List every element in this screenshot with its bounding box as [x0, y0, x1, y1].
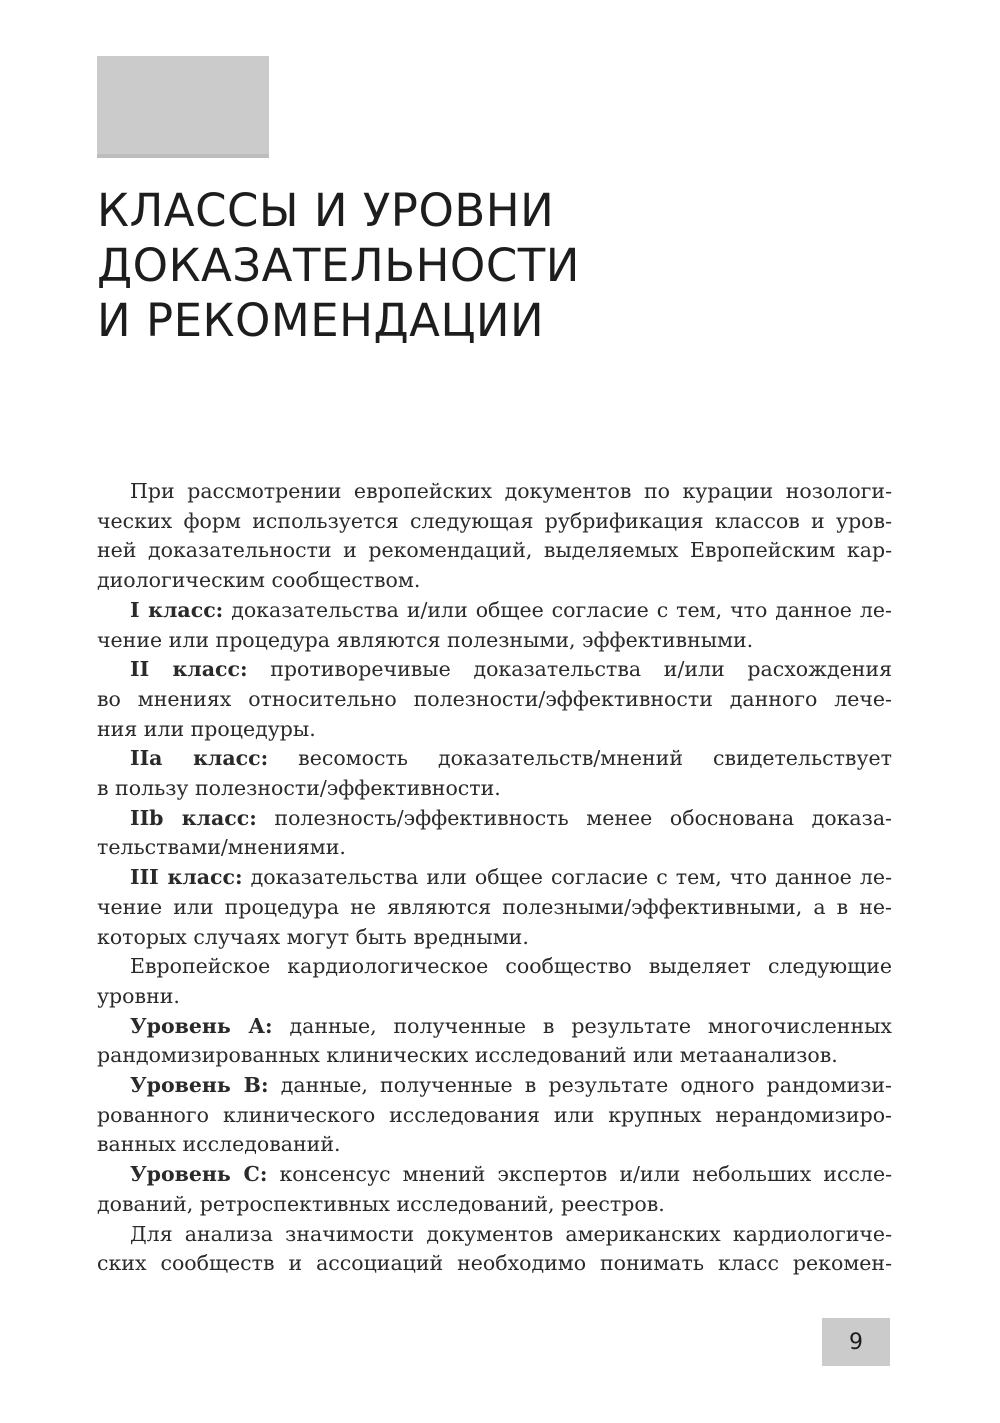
- level-c-label: Уровень С:: [130, 1162, 268, 1187]
- text-line: Европейское кардиологическое сообщество выделяет следующие: [130, 954, 892, 979]
- text-line: рованного клинического исследования или крупных нерандомизиро-: [97, 1102, 892, 1127]
- paragraph-american: [97, 1220, 892, 1279]
- text-line: ванных исследований.: [97, 1132, 341, 1157]
- text-line: рандомизированных клинических исследований или метаанализов.: [97, 1043, 838, 1068]
- text-fragment: данные, полученные в результате многочисленных: [272, 1013, 892, 1038]
- text-line: ния или процедуры.: [97, 716, 316, 741]
- text-line: ческих форм используется следующая рубрификация классов и уров-: [97, 508, 892, 533]
- text-line: [97, 655, 892, 685]
- paragraph-class-1: [97, 596, 892, 655]
- text-line: ней доказательности и рекомендаций, выделяемых Европейским кар-: [97, 538, 892, 563]
- text-fragment: весомость доказательств/мнений свидетельствует: [268, 746, 893, 771]
- paragraph-level-a: [97, 1012, 892, 1071]
- paragraph-level-b: [97, 1071, 892, 1160]
- text-fragment: данные, полученные в результате одного рандомизи-: [268, 1073, 892, 1098]
- text-line: Для анализа значимости документов американских кардиологиче-: [130, 1221, 892, 1246]
- chapter-title-line-2: ДОКАЗАТЕЛЬНОСТИ: [97, 239, 580, 292]
- text-line: тельствами/мнениями.: [97, 835, 346, 860]
- text-fragment: противоречивые доказательства и/или расхождения: [247, 657, 892, 682]
- text-line: При рассмотрении европейских документов по курации нозологи-: [130, 479, 892, 503]
- text-fragment: консенсус мнений экспертов и/или небольших иссле-: [267, 1162, 893, 1187]
- class-2b-label: IIb класс:: [130, 805, 257, 830]
- paragraph-class-2a: [97, 744, 892, 803]
- text-line: чение или процедура не являются полезными/эффективными, а в не-: [97, 894, 892, 919]
- text-line: во мнениях относительно полезности/эффективности данного лече-: [97, 686, 892, 711]
- text-line: ских сообществ и ассоциаций необходимо понимать класс рекомен-: [97, 1251, 892, 1276]
- decorative-header-block: [97, 56, 269, 158]
- paragraph-class-2b: [97, 804, 892, 863]
- class-2-label: II класс:: [130, 657, 248, 682]
- text-line: [97, 804, 892, 834]
- paragraph-level-c: [97, 1160, 892, 1219]
- text-line: [97, 596, 892, 626]
- chapter-title: [97, 183, 917, 348]
- chapter-title-line-3: И РЕКОМЕНДАЦИИ: [97, 294, 545, 347]
- paragraph-class-2: [97, 655, 892, 744]
- level-a-label: Уровень А:: [130, 1013, 273, 1038]
- chapter-title-line-1: КЛАССЫ И УРОВНИ: [97, 184, 555, 237]
- text-line: [97, 1071, 892, 1101]
- text-line: [97, 1012, 892, 1042]
- paragraph-class-3: [97, 863, 892, 952]
- text-line: [97, 863, 892, 893]
- level-b-label: Уровень B:: [130, 1073, 269, 1098]
- text-line: диологическим сообществом.: [97, 568, 421, 593]
- text-line: которых случаях могут быть вредными.: [97, 924, 529, 949]
- text-line: дований, ретроспективных исследований, реестров.: [97, 1191, 665, 1216]
- class-1-label: I класс:: [130, 597, 224, 622]
- paragraph-levels-intro: [97, 952, 892, 1011]
- body-text: [97, 477, 892, 1279]
- text-line: чение или процедура являются полезными, эффективными.: [97, 627, 754, 652]
- class-3-label: III класс:: [130, 865, 243, 890]
- page-number: 9: [822, 1318, 890, 1366]
- paragraph-intro: [97, 477, 892, 596]
- text-line: уровни.: [97, 983, 180, 1008]
- text-line: в пользу полезности/эффективности.: [97, 776, 501, 801]
- text-line: [97, 744, 892, 774]
- class-2a-label: IIa класс:: [130, 746, 269, 771]
- text-fragment: доказательства и/или общее согласие с тем, что данное ле-: [223, 597, 892, 622]
- text-fragment: доказательства или общее согласие с тем, что данное ле-: [242, 865, 892, 890]
- text-fragment: полезность/эффективность менее обоснована доказа-: [256, 805, 892, 830]
- text-line: [97, 1160, 892, 1190]
